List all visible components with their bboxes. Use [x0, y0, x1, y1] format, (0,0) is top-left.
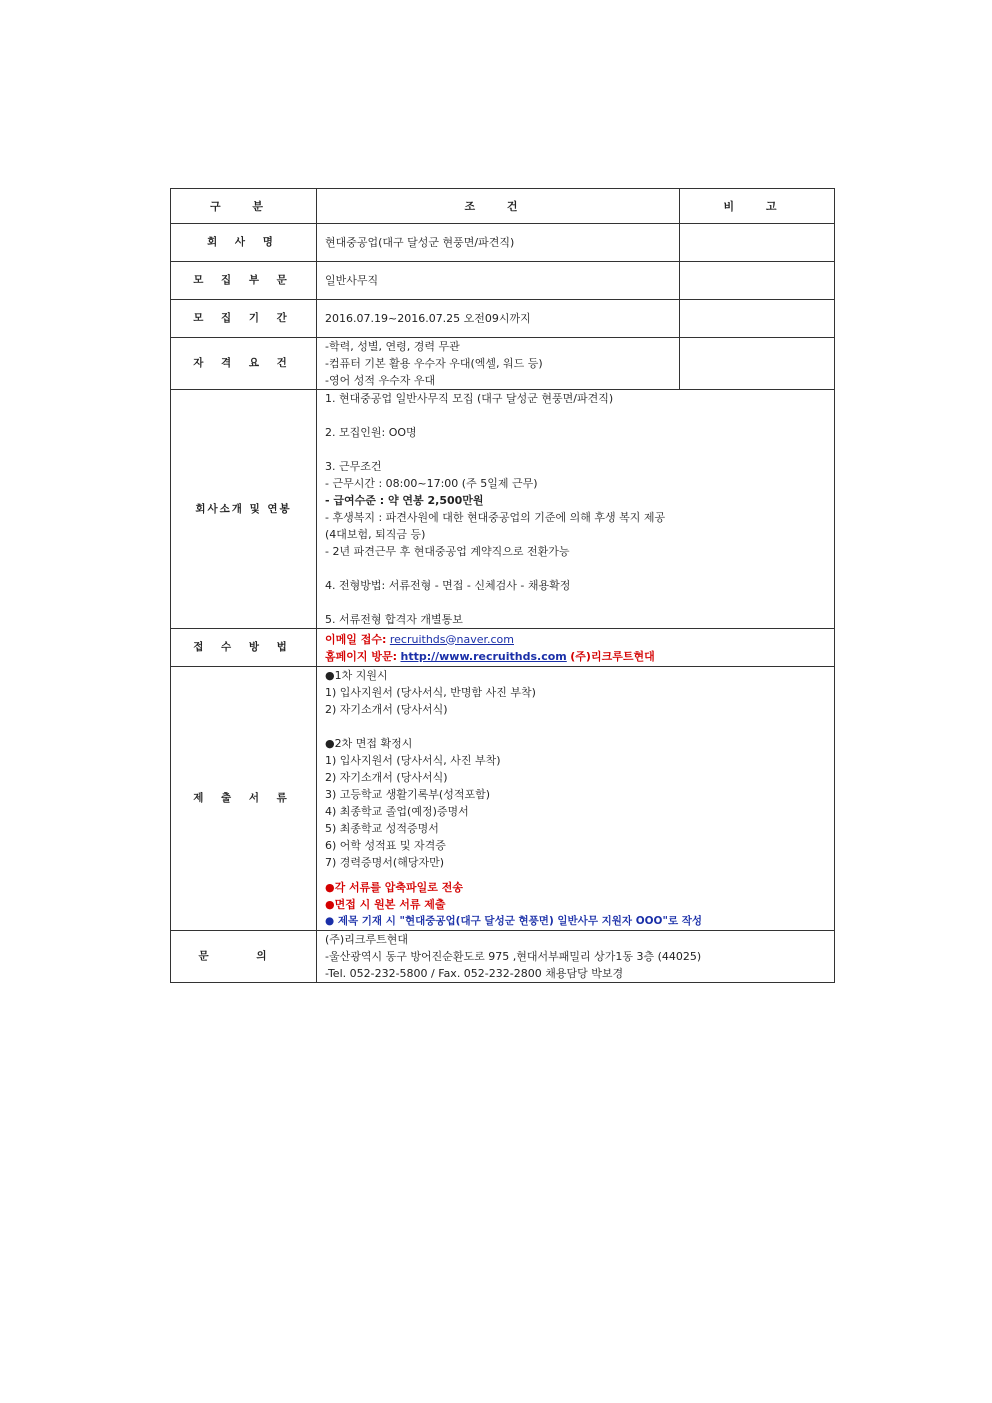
- qualification-line: -학력, 성별, 연령, 경력 무관: [325, 340, 460, 353]
- value-documents: [317, 667, 835, 931]
- row-intro: [171, 390, 835, 629]
- row-apply: [171, 629, 835, 667]
- contact-line: -울산광역시 동구 방어진순환도로 975 ,현대서부패밀리 상가1동 3층 (44025): [325, 950, 702, 963]
- remark-qualification: [680, 338, 835, 390]
- header-category: 구 분: [171, 189, 317, 224]
- docs-item: 4) 최종학교 졸업(예정)증명서: [325, 805, 469, 818]
- contact-line: -Tel. 052-232-5800 / Fax. 052-232-2800 채용담당 박보경: [325, 967, 624, 980]
- row-period: [171, 300, 835, 338]
- docs-item: 5) 최종학교 성적증명서: [325, 822, 439, 835]
- intro-line: - 근무시간 : 08:00~17:00 (주 5일제 근무): [325, 477, 538, 490]
- remark-period: [680, 300, 835, 338]
- job-posting-table: [170, 188, 835, 983]
- label-contact: 문 의: [171, 931, 317, 983]
- value-apply: [317, 629, 835, 667]
- label-qualification: 자 격 요 건: [171, 338, 317, 390]
- remark-company: [680, 224, 835, 262]
- label-company: 회 사 명: [171, 224, 317, 262]
- docs-note: ●면접 시 원본 서류 제출: [325, 898, 446, 911]
- intro-line: 2. 모집인원: OO명: [325, 426, 417, 439]
- contact-line: (주)리크루트현대: [325, 933, 408, 946]
- header-condition: 조 건: [317, 189, 680, 224]
- intro-line: 1. 현대중공업 일반사무직 모집 (대구 달성군 현풍면/파견직): [325, 392, 614, 405]
- intro-line: 3. 근무조건: [325, 460, 382, 473]
- website-link[interactable]: http://www.recruithds.com: [400, 649, 567, 663]
- qualification-line: -영어 성적 우수자 우대: [325, 374, 436, 387]
- docs-item: 7) 경력증명서(해당자만): [325, 856, 445, 869]
- intro-line: (4대보험, 퇴직금 등): [325, 528, 426, 541]
- label-dept: 모 집 부 문: [171, 262, 317, 300]
- row-documents: [171, 667, 835, 931]
- table-header-row: [171, 189, 835, 224]
- email-link[interactable]: recruithds@naver.com: [389, 632, 514, 646]
- value-qualification: [317, 338, 680, 390]
- value-company: 현대중공업(대구 달성군 현풍면/파견직): [317, 224, 680, 262]
- row-company: [171, 224, 835, 262]
- value-period: 2016.07.19~2016.07.25 오전09시까지: [317, 300, 680, 338]
- docs-first-title: ●1차 지원시: [325, 669, 388, 682]
- docs-item: 2) 자기소개서 (당사서식): [325, 771, 448, 784]
- row-dept: [171, 262, 835, 300]
- row-contact: [171, 931, 835, 983]
- email-prefix: 이메일 접수:: [325, 632, 387, 646]
- web-suffix: (주)리크루트현대: [570, 649, 655, 663]
- intro-line: - 2년 파견근무 후 현대중공업 계약직으로 전환가능: [325, 545, 570, 558]
- row-qualification: [171, 338, 835, 390]
- label-period: 모 집 기 간: [171, 300, 317, 338]
- docs-item: 1) 입사지원서 (당사서식, 반명함 사진 부착): [325, 686, 536, 699]
- label-documents: 제 출 서 류: [171, 667, 317, 931]
- value-contact: [317, 931, 835, 983]
- docs-item: 3) 고등학교 생활기록부(성적포함): [325, 788, 491, 801]
- intro-line: 4. 전형방법: 서류전형 - 면접 - 신체검사 - 채용확정: [325, 579, 571, 592]
- intro-line: - 후생복지 : 파견사원에 대한 현대중공업의 기준에 의해 후생 복지 제공: [325, 511, 666, 524]
- docs-second-title: ●2차 면접 확정시: [325, 737, 413, 750]
- docs-note: ●각 서류를 압축파일로 전송: [325, 881, 463, 894]
- web-prefix: 홈페이지 방문:: [325, 649, 397, 663]
- label-apply: 접 수 방 법: [171, 629, 317, 667]
- docs-note: ● 제목 기재 시 "현대중공업(대구 달성군 현풍면) 일반사무 지원자 OOO"로 작성: [325, 915, 703, 927]
- remark-dept: [680, 262, 835, 300]
- docs-item: 6) 어학 성적표 및 자격증: [325, 839, 446, 852]
- value-dept: 일반사무직: [317, 262, 680, 300]
- intro-line: - 급여수준 : 약 연봉 2,500만원: [325, 494, 484, 507]
- docs-item: 2) 자기소개서 (당사서식): [325, 703, 448, 716]
- value-intro: [317, 390, 835, 629]
- qualification-line: -컴퓨터 기본 활용 우수자 우대(엑셀, 워드 등): [325, 357, 543, 370]
- docs-item: 1) 입사지원서 (당사서식, 사진 부착): [325, 754, 501, 767]
- intro-line: 5. 서류전형 합격자 개별통보: [325, 613, 463, 626]
- label-intro: 회사소개 및 연봉: [171, 390, 317, 629]
- header-remark: 비 고: [680, 189, 835, 224]
